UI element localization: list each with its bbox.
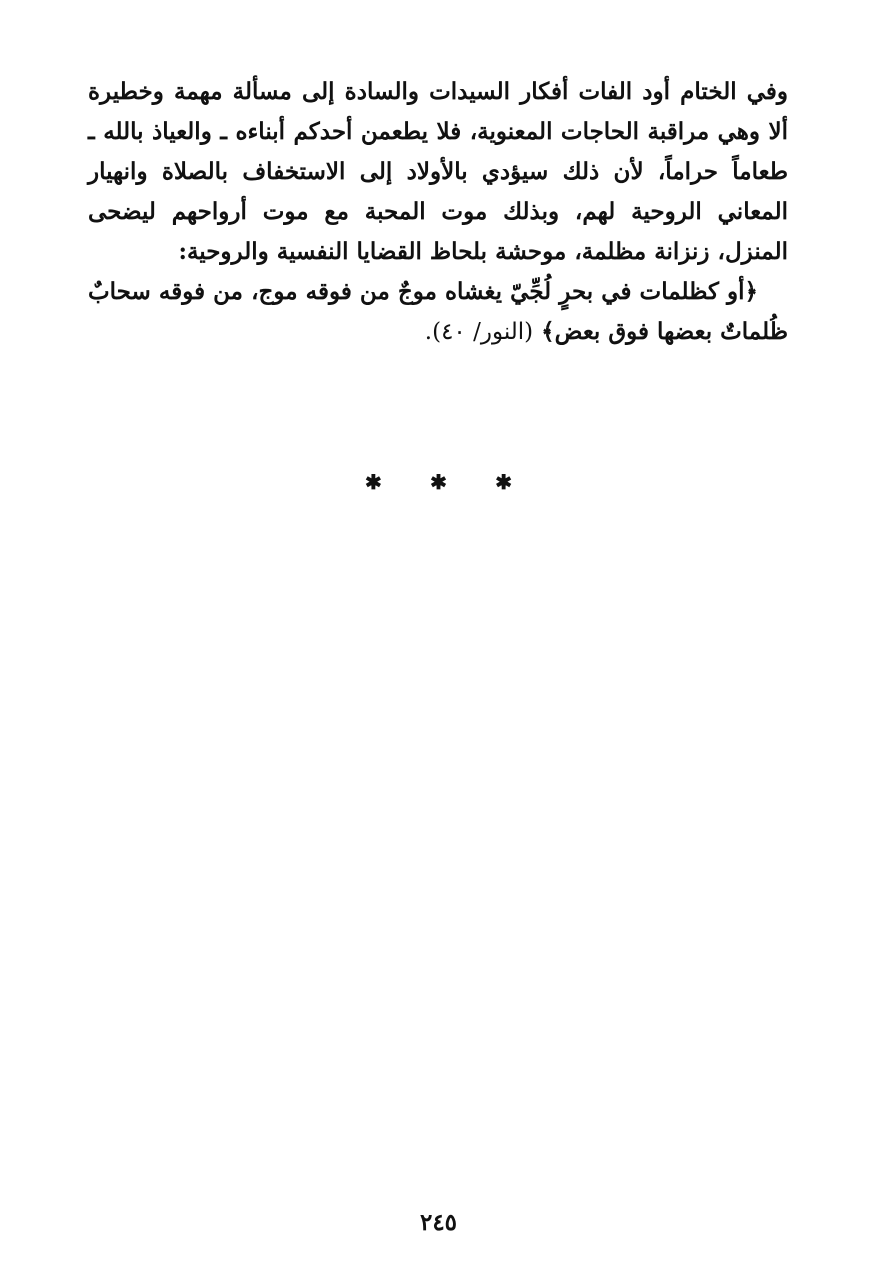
page-body (88, 72, 788, 352)
closing-paragraph: وفي الختام أود الفات أفكار السيدات والسادة إلى مسألة مهمة وخطيرة ألا وهي مراقبة الحاجات المعنوية، فلا يطعمن أحدكم أبناءه ـ والعياذ بالله ـ طعاماً حراماً، لأن ذلك سيؤدي بالأولاد إلى الاستخفاف بالصلاة وانهيار المعاني الروحية لهم، وبذلك موت المحبة مع موت أرواحهم ليضحى المنزل، زنزانة مظلمة، موحشة بلحاظ القضايا النفسية والروحية: (88, 78, 788, 265)
asterisk-ornament-icon: ✱ (430, 470, 447, 494)
asterisk-ornament-icon: ✱ (364, 470, 382, 494)
quran-verse-paragraph (88, 272, 788, 352)
asterisk-ornament-icon: ✱ (495, 470, 512, 494)
page-number: ٢٤٥ (419, 1209, 458, 1236)
section-divider (0, 470, 877, 494)
quran-verse: ﴿أو كظلمات في بحرٍ لُجِّيّ يغشاه موجٌ من فوقه موج، من فوقه سحابٌ ظُلماتٌ بعضها فوق بعض﴾ (88, 278, 788, 345)
verse-citation: (النور/ ٤٠). (424, 319, 534, 345)
